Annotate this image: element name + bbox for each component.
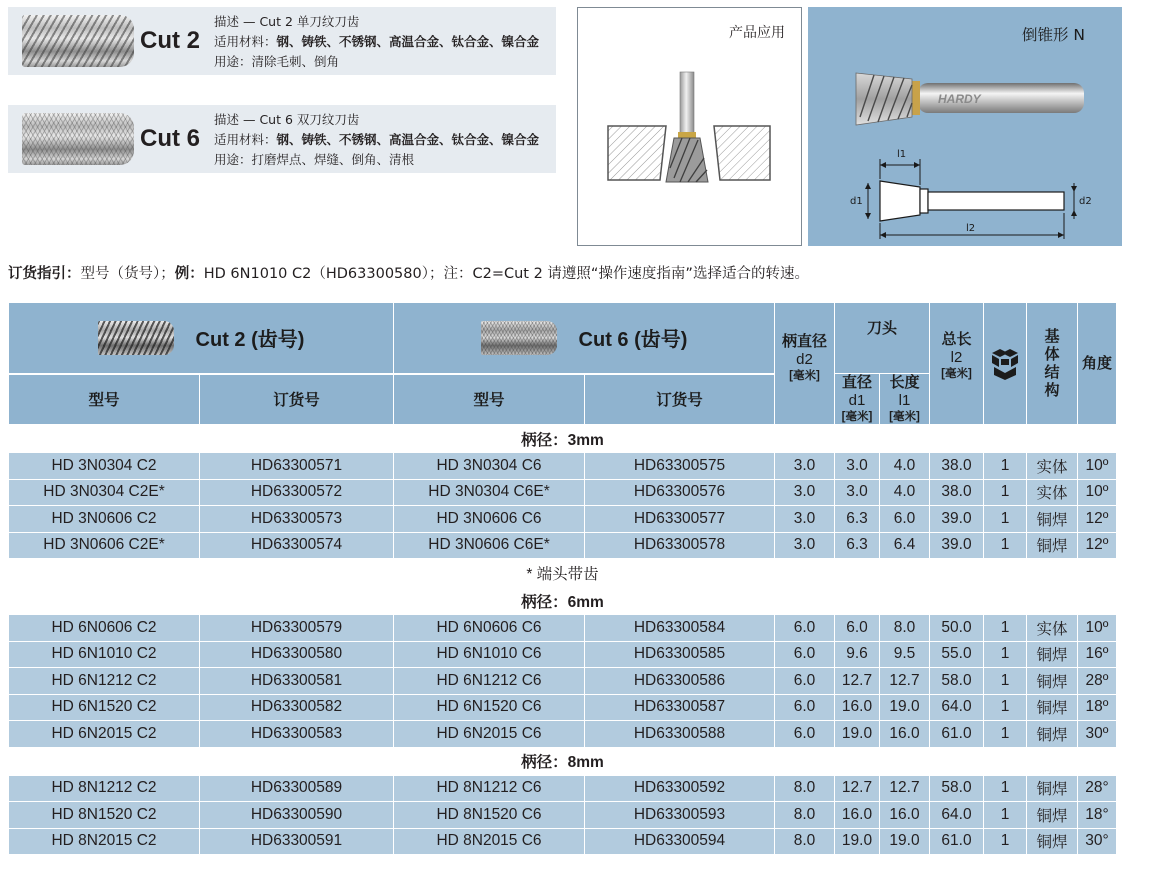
head-dia-header	[835, 374, 880, 425]
package-qty-cell: 1	[984, 453, 1027, 480]
order-guide-text1: 型号（货号）；	[80, 266, 175, 282]
table-row	[9, 802, 1117, 829]
head-len-cell: 19.0	[880, 828, 930, 855]
package-qty-cell: 1	[984, 775, 1027, 802]
order-guide-example-label: 例：	[174, 266, 204, 282]
cut2-burr-image	[22, 15, 134, 67]
cut6-order-no-cell: HD63300587	[585, 694, 775, 721]
cut6-order-no-header: 订货号	[585, 374, 775, 425]
package-qty-cell: 1	[984, 721, 1027, 748]
structure-cell: 铜焊	[1027, 668, 1078, 695]
cut2-model-cell: HD 8N1212 C2	[9, 775, 200, 802]
head-dia-cell: 6.0	[835, 615, 880, 642]
label-d2: d2	[1079, 196, 1092, 207]
order-guide-text2: HD 6N1010 C2（HD63300580）；注：C2=Cut 2 请遵照“操作速度指南”选择适合的转速。	[203, 266, 809, 282]
cut6-column-header	[394, 303, 775, 374]
head-len-cell: 16.0	[880, 721, 930, 748]
cut2-order-no-cell: HD63300579	[200, 615, 394, 642]
cut6-header-burr-image	[481, 321, 557, 355]
shank-dia-label: 柄直径	[781, 333, 827, 350]
cut2-description	[214, 12, 539, 72]
head-dia-symbol: d1	[848, 392, 866, 409]
cut6-info-panel	[8, 105, 556, 173]
spec-table	[8, 302, 1117, 855]
shank-dia-cell: 8.0	[775, 802, 835, 829]
angle-cell: 28º	[1078, 668, 1117, 695]
cut6-model-cell: HD 6N1212 C6	[394, 668, 585, 695]
head-dia-cell: 6.3	[835, 506, 880, 533]
cut6-order-no-cell: HD63300576	[585, 479, 775, 506]
group-label: 柄径：3mm	[9, 425, 1117, 453]
cut2-desc-line: 描述 — Cut 2 单刀纹刀齿	[214, 14, 360, 29]
cut6-header-label: Cut 6 (齿号)	[578, 329, 688, 352]
head-dia-unit: [毫米]	[841, 411, 873, 423]
workpiece-right	[714, 126, 770, 180]
total-length-cell: 55.0	[930, 641, 984, 668]
head-len-cell: 8.0	[880, 615, 930, 642]
order-guide-label: 订货指引：	[8, 266, 81, 282]
label-d1: d1	[850, 196, 863, 207]
head-label: 刀头	[866, 320, 897, 337]
shank-dia-cell: 6.0	[775, 721, 835, 748]
shank-dia-unit: [毫米]	[789, 370, 820, 382]
group-label: 柄径：6mm	[9, 587, 1117, 615]
cut2-order-no-cell: HD63300581	[200, 668, 394, 695]
angle-cell: 30º	[1078, 721, 1117, 748]
structure-header	[1027, 303, 1078, 425]
table-row	[9, 615, 1117, 642]
cut6-model-header: 型号	[394, 374, 585, 425]
package-qty-cell: 1	[984, 694, 1027, 721]
cut2-order-no-cell: HD63300589	[200, 775, 394, 802]
spec-table-body	[9, 425, 1117, 855]
structure-label: 基体结构	[1044, 327, 1060, 399]
cut2-materials-line	[214, 32, 539, 52]
package-qty-cell: 1	[984, 479, 1027, 506]
head-dia-cell: 6.3	[835, 532, 880, 559]
cut2-model-cell: HD 3N0304 C2E*	[9, 479, 200, 506]
head-dia-cell: 3.0	[835, 453, 880, 480]
structure-cell: 铜焊	[1027, 532, 1078, 559]
label-l2: l2	[966, 223, 976, 234]
cut6-description	[214, 110, 539, 170]
shank-dia-cell: 8.0	[775, 775, 835, 802]
group-header-row	[9, 425, 1117, 453]
head-dia-cell: 16.0	[835, 802, 880, 829]
angle-header	[1078, 303, 1117, 425]
cut2-model-header: 型号	[9, 374, 200, 425]
cut6-model-cell: HD 3N0606 C6E*	[394, 532, 585, 559]
cut6-order-no-cell: HD63300575	[585, 453, 775, 480]
cut2-column-header	[9, 303, 394, 374]
cut2-model-cell: HD 8N2015 C2	[9, 828, 200, 855]
cut6-model-cell: HD 8N1520 C6	[394, 802, 585, 829]
package-qty-cell: 1	[984, 828, 1027, 855]
cut6-order-no-cell: HD63300577	[585, 506, 775, 533]
cut6-model-cell: HD 8N2015 C6	[394, 828, 585, 855]
cut6-model-cell: HD 6N1010 C6	[394, 641, 585, 668]
cut6-order-no-cell: HD63300584	[585, 615, 775, 642]
head-dia-cell: 12.7	[835, 668, 880, 695]
table-row	[9, 641, 1117, 668]
cut6-materials-label: 适用材料：	[214, 132, 277, 147]
cut2-order-no-cell: HD63300572	[200, 479, 394, 506]
head-len-cell: 12.7	[880, 668, 930, 695]
head-len-label: 长度	[889, 374, 920, 391]
cut2-name: Cut 2	[140, 27, 200, 54]
burr-shank	[680, 72, 694, 134]
cut2-order-no-cell: HD63300573	[200, 506, 394, 533]
head-len-cell: 19.0	[880, 694, 930, 721]
table-row	[9, 694, 1117, 721]
angle-cell: 18°	[1078, 802, 1117, 829]
angle-cell: 30°	[1078, 828, 1117, 855]
structure-cell: 实体	[1027, 453, 1078, 480]
cut6-usage-line: 用途：打磨焊点、焊缝、倒角、清根	[214, 152, 415, 167]
angle-cell: 18º	[1078, 694, 1117, 721]
drawing-head	[880, 181, 920, 221]
head-header	[835, 303, 930, 374]
angle-cell: 28°	[1078, 775, 1117, 802]
total-length-unit: [毫米]	[941, 368, 972, 380]
cut2-order-no-cell: HD63300571	[200, 453, 394, 480]
drawing-shank	[928, 192, 1064, 210]
package-boxes-icon	[988, 347, 1022, 381]
angle-cell: 16º	[1078, 641, 1117, 668]
total-length-cell: 61.0	[930, 721, 984, 748]
cut2-model-cell: HD 3N0304 C2	[9, 453, 200, 480]
shank-dia-cell: 3.0	[775, 453, 835, 480]
cut2-order-no-cell: HD63300574	[200, 532, 394, 559]
head-len-symbol: l1	[898, 392, 911, 409]
cut2-model-cell: HD 6N1212 C2	[9, 668, 200, 695]
package-qty-cell: 1	[984, 506, 1027, 533]
head-len-cell: 16.0	[880, 802, 930, 829]
head-dia-label: 直径	[841, 374, 872, 391]
shank-dia-cell: 6.0	[775, 694, 835, 721]
workpiece-left	[608, 126, 666, 180]
package-qty-cell: 1	[984, 668, 1027, 695]
cut6-order-no-cell: HD63300585	[585, 641, 775, 668]
head-len-cell: 6.0	[880, 506, 930, 533]
cut6-model-cell: HD 6N2015 C6	[394, 721, 585, 748]
cut6-model-cell: HD 8N1212 C6	[394, 775, 585, 802]
cut6-order-no-cell: HD63300594	[585, 828, 775, 855]
cut6-model-cell: HD 3N0304 C6E*	[394, 479, 585, 506]
cut6-desc-line: 描述 — Cut 6 双刀纹刀齿	[214, 112, 360, 127]
package-qty-cell: 1	[984, 641, 1027, 668]
shank-dia-cell: 6.0	[775, 641, 835, 668]
photo-braze	[912, 81, 920, 115]
cut2-order-no-cell: HD63300580	[200, 641, 394, 668]
total-length-cell: 64.0	[930, 802, 984, 829]
total-length-cell: 50.0	[930, 615, 984, 642]
shank-dia-header	[775, 303, 835, 425]
cut2-model-cell: HD 6N1010 C2	[9, 641, 200, 668]
total-length-cell: 64.0	[930, 694, 984, 721]
total-length-cell: 39.0	[930, 506, 984, 533]
table-row	[9, 532, 1117, 559]
angle-label: 角度	[1081, 354, 1112, 372]
cut2-model-cell: HD 6N2015 C2	[9, 721, 200, 748]
cut6-order-no-cell: HD63300578	[585, 532, 775, 559]
structure-cell: 铜焊	[1027, 775, 1078, 802]
head-dia-cell: 19.0	[835, 828, 880, 855]
table-row	[9, 479, 1117, 506]
shank-dia-cell: 3.0	[775, 479, 835, 506]
cut2-model-cell: HD 3N0606 C2	[9, 506, 200, 533]
table-row	[9, 828, 1117, 855]
cut6-model-cell: HD 3N0304 C6	[394, 453, 585, 480]
cut2-materials: 钢、铸铁、不锈钢、高温合金、钛合金、镍合金	[276, 34, 540, 49]
cut2-usage-line: 用途：清除毛刺、倒角	[214, 54, 340, 69]
structure-cell: 铜焊	[1027, 828, 1078, 855]
note-row	[9, 559, 1117, 587]
table-row	[9, 721, 1117, 748]
shape-panel	[808, 7, 1122, 246]
cut2-header-burr-image	[98, 321, 174, 355]
cut6-model-cell: HD 3N0606 C6	[394, 506, 585, 533]
total-length-header	[930, 303, 984, 425]
structure-cell: 实体	[1027, 615, 1078, 642]
cut2-order-no-cell: HD63300582	[200, 694, 394, 721]
head-dia-cell: 16.0	[835, 694, 880, 721]
cut6-model-cell: HD 6N0606 C6	[394, 615, 585, 642]
total-length-label: 总长	[941, 331, 972, 348]
cut2-model-cell: HD 6N1520 C2	[9, 694, 200, 721]
head-dia-cell: 12.7	[835, 775, 880, 802]
package-qty-cell: 1	[984, 802, 1027, 829]
head-dia-cell: 3.0	[835, 479, 880, 506]
head-dia-cell: 19.0	[835, 721, 880, 748]
package-qty-cell: 1	[984, 615, 1027, 642]
cut2-model-cell: HD 8N1520 C2	[9, 802, 200, 829]
angle-cell: 12º	[1078, 532, 1117, 559]
structure-cell: 铜焊	[1027, 721, 1078, 748]
cut2-info-panel	[8, 7, 556, 75]
package-header	[984, 303, 1027, 425]
application-panel	[577, 7, 802, 246]
shank-dia-cell: 8.0	[775, 828, 835, 855]
total-length-cell: 38.0	[930, 453, 984, 480]
application-title: 产品应用	[729, 25, 785, 41]
total-length-cell: 38.0	[930, 479, 984, 506]
total-length-cell: 39.0	[930, 532, 984, 559]
shank-dia-cell: 6.0	[775, 615, 835, 642]
group-header-row	[9, 587, 1117, 615]
angle-cell: 10º	[1078, 453, 1117, 480]
photo-brand: HARDY	[938, 92, 981, 106]
head-dia-cell: 9.6	[835, 641, 880, 668]
total-length-cell: 58.0	[930, 775, 984, 802]
braze-joint	[678, 132, 696, 138]
application-illustration	[578, 8, 801, 245]
table-row	[9, 453, 1117, 480]
shape-drawing	[808, 7, 1122, 246]
cut6-order-no-cell: HD63300592	[585, 775, 775, 802]
cut2-order-no-cell: HD63300583	[200, 721, 394, 748]
cut6-model-cell: HD 6N1520 C6	[394, 694, 585, 721]
structure-cell: 铜焊	[1027, 641, 1078, 668]
group-label: 柄径：8mm	[9, 747, 1117, 775]
shank-dia-cell: 3.0	[775, 506, 835, 533]
angle-cell: 12º	[1078, 506, 1117, 533]
total-length-cell: 61.0	[930, 828, 984, 855]
cut2-model-cell: HD 3N0606 C2E*	[9, 532, 200, 559]
package-qty-cell: 1	[984, 532, 1027, 559]
table-row	[9, 775, 1117, 802]
cut6-order-no-cell: HD63300586	[585, 668, 775, 695]
table-row	[9, 668, 1117, 695]
shape-title: 倒锥形 N	[1022, 26, 1086, 44]
label-l1: l1	[897, 149, 907, 160]
shank-dia-symbol: d2	[796, 351, 813, 368]
cut6-name: Cut 6	[140, 125, 200, 152]
shank-dia-cell: 3.0	[775, 532, 835, 559]
cut2-model-cell: HD 6N0606 C2	[9, 615, 200, 642]
table-row	[9, 506, 1117, 533]
cut6-order-no-cell: HD63300588	[585, 721, 775, 748]
cut2-materials-label: 适用材料：	[214, 34, 277, 49]
head-len-cell: 9.5	[880, 641, 930, 668]
drawing-neck	[920, 189, 928, 213]
head-len-header	[880, 374, 930, 425]
cut6-materials-line	[214, 130, 539, 150]
head-len-cell: 4.0	[880, 453, 930, 480]
head-len-unit: [毫米]	[889, 411, 920, 423]
total-length-cell: 58.0	[930, 668, 984, 695]
head-len-cell: 6.4	[880, 532, 930, 559]
total-length-symbol: l2	[950, 349, 963, 366]
angle-cell: 10º	[1078, 615, 1117, 642]
structure-cell: 铜焊	[1027, 802, 1078, 829]
footnote: * 端头带齿	[9, 559, 1117, 587]
structure-cell: 实体	[1027, 479, 1078, 506]
head-len-cell: 12.7	[880, 775, 930, 802]
shank-dia-cell: 6.0	[775, 668, 835, 695]
angle-cell: 10º	[1078, 479, 1117, 506]
structure-cell: 铜焊	[1027, 506, 1078, 533]
group-header-row	[9, 747, 1117, 775]
structure-cell: 铜焊	[1027, 694, 1078, 721]
cut2-order-no-cell: HD63300591	[200, 828, 394, 855]
cut2-order-no-header: 订货号	[200, 374, 394, 425]
head-len-cell: 4.0	[880, 479, 930, 506]
cut2-header-label: Cut 2 (齿号)	[195, 329, 305, 352]
cut6-materials: 钢、铸铁、不锈钢、高温合金、钛合金、镍合金	[276, 132, 540, 147]
order-guide	[8, 262, 809, 283]
cut6-burr-image	[22, 113, 134, 165]
cut2-order-no-cell: HD63300590	[200, 802, 394, 829]
cut6-order-no-cell: HD63300593	[585, 802, 775, 829]
